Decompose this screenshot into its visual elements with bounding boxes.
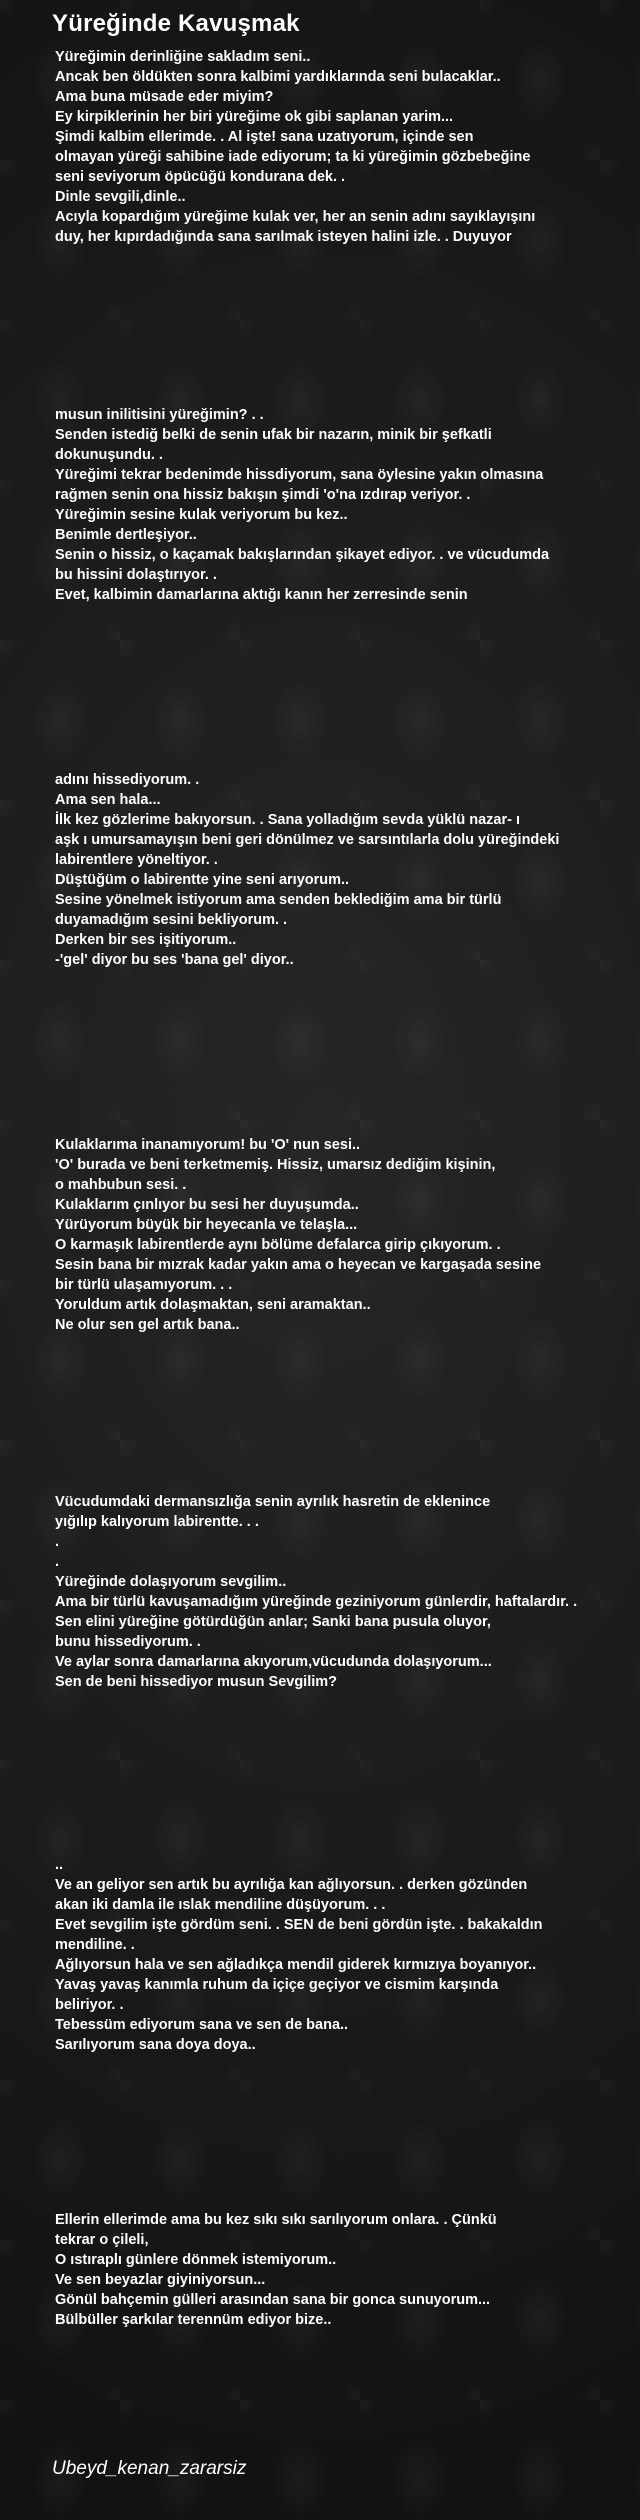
- poem-line: Tebessüm ediyorum sana ve sen de bana..: [55, 2017, 349, 2033]
- poem-line: beliriyor. .: [55, 1997, 124, 2013]
- poem-line: Ama sen hala...: [55, 792, 161, 808]
- poem-line: Kulaklarım çınlıyor bu sesi her duyuşumda..: [55, 1197, 359, 1213]
- poem-line: Yoruldum artık dolaşmaktan, seni aramaktan..: [55, 1297, 371, 1313]
- poem-line: .: [55, 1554, 60, 1570]
- poem-title: Yüreğinde Kavuşmak: [52, 10, 300, 37]
- poem-line: Düştüğüm o labirentte yine seni arıyorum..: [55, 872, 350, 888]
- poem-line: tekrar o çileli,: [55, 2232, 149, 2248]
- poem-line: Ve an geliyor sen artık bu ayrılığa kan ağlıyorsun. . derken gözünden: [55, 1877, 528, 1893]
- poem-line: Derken bir ses işitiyorum..: [55, 932, 237, 948]
- poem-line: Yüreğimi tekrar bedenimde hissdiyorum, sana öylesine yakın olmasına: [55, 467, 544, 483]
- poem-line: Ve aylar sonra damarlarına akıyorum,vücudunda dolaşıyorum...: [55, 1654, 492, 1670]
- poem-line: aşk ı umursamayışın beni geri dönülmez ve sarsıntılarla dolu yüreğindeki: [55, 832, 560, 848]
- poem-line: Evet, kalbimin damarlarına aktığı kanın her zerresinde senin: [55, 587, 468, 603]
- poem-line: labirentlere yöneltiyor. .: [55, 852, 218, 868]
- poem-line: Ne olur sen gel artık bana..: [55, 1317, 240, 1333]
- poem-line: Sesin bana bir mızrak kadar yakın ama o heyecan ve kargaşada sesine: [55, 1257, 542, 1273]
- poem-line: Ey kirpiklerinin her biri yüreğime ok gibi saplanan yarim...: [55, 109, 454, 125]
- poem-line: bir türlü ulaşamıyorum. . .: [55, 1277, 233, 1293]
- poem-line: Benimle dertleşiyor..: [55, 527, 197, 543]
- poem-line: Ama buna müsade eder miyim?: [55, 89, 274, 105]
- poem-line: rağmen senin ona hissiz bakışın şimdi 'o'na ızdırap veriyor. .: [55, 487, 471, 503]
- poem-line: o mahbubun sesi. .: [55, 1177, 187, 1193]
- poem-line: Ama bir türlü kavuşamadığım yüreğinde geziniyorum günlerdir, haftalardır. .: [55, 1594, 578, 1610]
- poem-line: Yavaş yavaş kanımla ruhum da içiçe geçiyor ve cismim karşında: [55, 1977, 499, 1993]
- poem-line: ..: [55, 1857, 64, 1873]
- poem-line: seni seviyorum öpücüğü kondurana dek. .: [55, 169, 346, 185]
- poem-line: duyamadığım sesini bekliyorum. .: [55, 912, 288, 928]
- poem-line: duy, her kıpırdadığında sana sarılmak isteyen halini izle. . Duyuyor: [55, 229, 512, 245]
- poem-line: Kulaklarıma inanamıyorum! bu 'O' nun sesi..: [55, 1137, 361, 1153]
- poem-line: Ve sen beyazlar giyiniyorsun...: [55, 2272, 266, 2288]
- poem-line: -'gel' diyor bu ses 'bana gel' diyor..: [55, 952, 294, 968]
- poem-line: Sen elini yüreğine götürdüğün anlar; Sanki bana pusula oluyor,: [55, 1614, 491, 1630]
- poem-line: musun inilitisini yüreğimin? . .: [55, 407, 264, 423]
- poem-line: adını hissediyorum. .: [55, 772, 200, 788]
- poem-line: Yürüyorum büyük bir heyecanla ve telaşla...: [55, 1217, 358, 1233]
- poem-line: Bülbüller şarkılar terennüm ediyor bize..: [55, 2312, 332, 2328]
- poem-line: Şimdi kalbim ellerimde. . Al işte! sana uzatıyorum, içinde sen: [55, 129, 474, 145]
- stanza-7: [55, 2210, 635, 2330]
- poem-line: Dinle sevgili,dinle..: [55, 189, 186, 205]
- poem-line: bunu hissediyorum. .: [55, 1634, 201, 1650]
- poem-line: Sesine yönelmek istiyorum ama senden beklediğim ama bir türlü: [55, 892, 502, 908]
- poem-line: O ıstıraplı günlere dönmek istemiyorum..: [55, 2252, 337, 2268]
- author-name: Ubeyd_kenan_zararsiz: [52, 2458, 247, 2479]
- poem-line: Yüreğimin sesine kulak veriyorum bu kez..: [55, 507, 348, 523]
- poem-line: Ancak ben öldükten sonra kalbimi yardıklarında seni bulacaklar..: [55, 69, 501, 85]
- poem-line: İlk kez gözlerime bakıyorsun. . Sana yolladığım sevda yüklü nazar- ı: [55, 812, 520, 828]
- poem-line: O karmaşık labirentlerde aynı bölüme defalarca girip çıkıyorum. .: [55, 1237, 501, 1253]
- poem-line: Sen de beni hissediyor musun Sevgilim?: [55, 1674, 338, 1690]
- poem-line: Ağlıyorsun hala ve sen ağladıkça mendil giderek kırmızıya boyanıyor..: [55, 1957, 537, 1973]
- poem-line: Acıyla kopardığım yüreğime kulak ver, her an senin adını sayıklayışını: [55, 209, 536, 225]
- poem-line: Gönül bahçemin gülleri arasından sana bir gonca sunuyorum...: [55, 2292, 491, 2308]
- stanza-2: [55, 405, 635, 605]
- poem-line: Sarılıyorum sana doya doya..: [55, 2037, 256, 2053]
- poem-line: Yüreğimin derinliğine sakladım seni..: [55, 49, 311, 65]
- poem-line: yığılıp kalıyorum labirentte. . .: [55, 1514, 259, 1530]
- stanza-5: [55, 1492, 635, 1692]
- stanza-1: [55, 47, 635, 247]
- poem-line: 'O' burada ve beni terketmemiş. Hissiz, umarsız dediğim kişinin,: [55, 1157, 496, 1173]
- poem-line: dokunuşundu. .: [55, 447, 163, 463]
- poem-line: Ellerin ellerimde ama bu kez sıkı sıkı sarılıyorum onlara. . Çünkü: [55, 2212, 497, 2228]
- poem-line: .: [55, 1534, 60, 1550]
- poem-line: Yüreğinde dolaşıyorum sevgilim..: [55, 1574, 287, 1590]
- poem-line: mendiline. .: [55, 1937, 135, 1953]
- stanza-6: [55, 1855, 635, 2055]
- poem-line: Senin o hissiz, o kaçamak bakışlarından şikayet ediyor. . ve vücudumda: [55, 547, 550, 563]
- poem-line: akan iki damla ile ıslak mendiline düşüyorum. . .: [55, 1897, 386, 1913]
- poem-line: Senden istediğ belki de senin ufak bir nazarın, minik bir şefkatli: [55, 427, 492, 443]
- poem-line: Evet sevgilim işte gördüm seni. . SEN de beni gördün işte. . bakakaldın: [55, 1917, 543, 1933]
- stanza-4: [55, 1135, 635, 1335]
- poem-line: bu hissini dolaştırıyor. .: [55, 567, 217, 583]
- poem-line: olmayan yüreği sahibine iade ediyorum; ta ki yüreğimin gözbebeğine: [55, 149, 531, 165]
- stanza-3: [55, 770, 635, 970]
- poem-line: Vücudumdaki dermansızlığa senin ayrılık hasretin de eklenince: [55, 1494, 491, 1510]
